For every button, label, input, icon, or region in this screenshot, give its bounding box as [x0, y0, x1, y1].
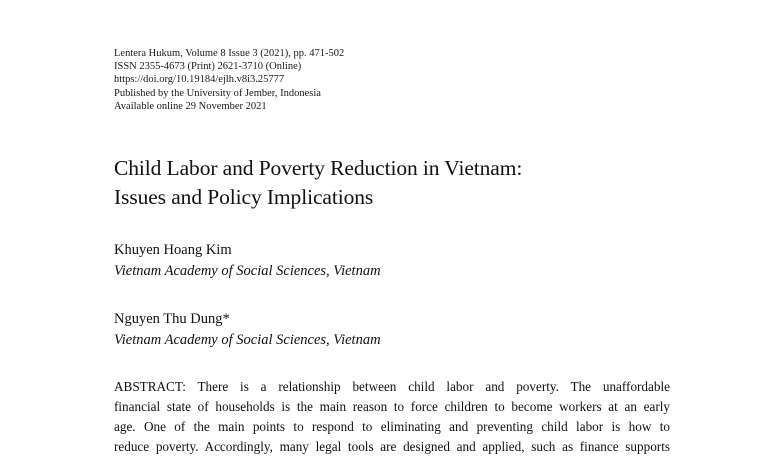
abstract	[114, 377, 670, 457]
abstract-line: reduce poverty. Accordingly, many legal tools are designed and applied, such as finance supports	[114, 439, 670, 454]
doi-link[interactable]: https://doi.org/10.19184/ejlh.v8i3.25777	[114, 74, 285, 86]
author-affiliation: Vietnam Academy of Social Sciences, Vietnam	[114, 332, 381, 348]
available-online-line: Available online 29 November 2021	[114, 100, 267, 112]
author-name: Khuyen Hoang Kim	[114, 242, 232, 258]
author-block	[114, 240, 381, 282]
abstract-line: age. One of the main points to respond to eliminating and preventing child labor is how to	[114, 419, 670, 434]
publication-metadata	[114, 47, 344, 113]
author-affiliation: Vietnam Academy of Social Sciences, Vietnam	[114, 263, 381, 279]
publisher-line: Published by the University of Jember, Indonesia	[114, 87, 321, 99]
author-name: Nguyen Thu Dung*	[114, 311, 230, 327]
abstract-label: ABSTRACT:	[114, 379, 186, 394]
abstract-line	[114, 377, 670, 397]
paper-title-line-1: Child Labor and Poverty Reduction in Vietnam:	[114, 156, 523, 180]
abstract-line: financial state of households is the main reason to force children to become workers at an early	[114, 399, 670, 414]
paper-title-line-2: Issues and Policy Implications	[114, 185, 374, 209]
issn-line: ISSN 2355-4673 (Print) 2621-3710 (Online)	[114, 61, 302, 73]
author-block	[114, 309, 381, 351]
abstract-text: There is a relationship between child labor and poverty. The unaffordable	[185, 379, 670, 394]
journal-citation: Lentera Hukum, Volume 8 Issue 3 (2021), pp. 471-502	[114, 48, 345, 59]
paper-title	[114, 154, 522, 212]
